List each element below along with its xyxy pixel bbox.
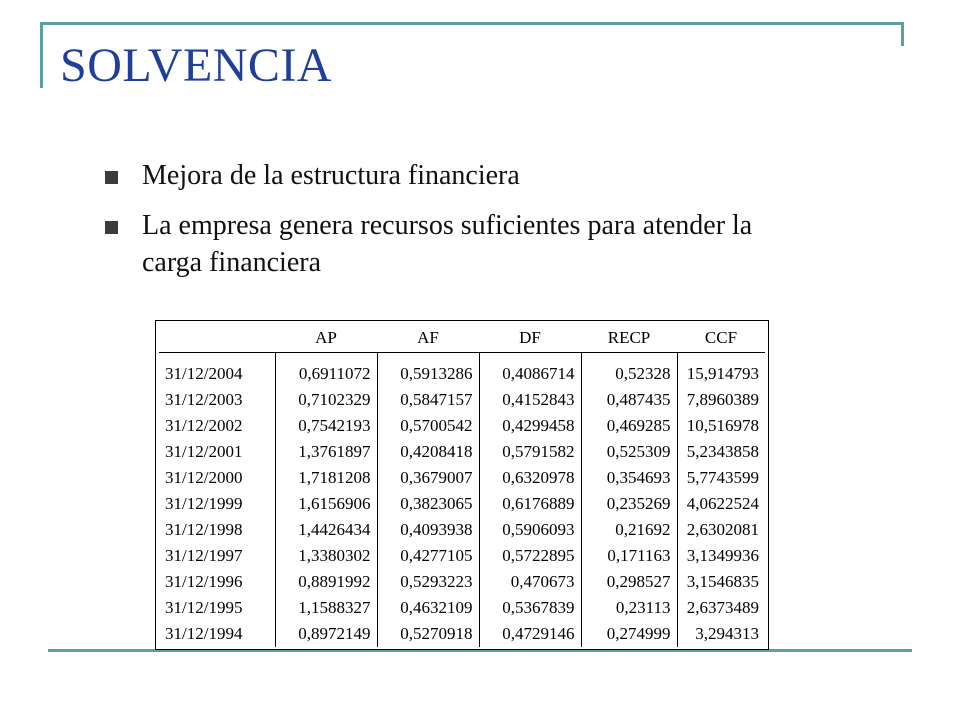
value-cell: 0,3679007 bbox=[377, 465, 479, 491]
value-cell: 0,5913286 bbox=[377, 353, 479, 388]
value-cell: 4,0622524 bbox=[677, 491, 765, 517]
value-cell: 0,5791582 bbox=[479, 439, 581, 465]
date-cell: 31/12/1996 bbox=[165, 572, 243, 591]
table-row bbox=[159, 465, 765, 491]
value-cell: 0,469285 bbox=[581, 413, 677, 439]
value-cell: 5,2343858 bbox=[677, 439, 765, 465]
table-row bbox=[159, 543, 765, 569]
value-cell: 0,5722895 bbox=[479, 543, 581, 569]
table-row bbox=[159, 491, 765, 517]
value-cell: 0,4729146 bbox=[479, 621, 581, 647]
value-cell: 0,4208418 bbox=[377, 439, 479, 465]
value-cell: 1,1588327 bbox=[275, 595, 377, 621]
value-cell: 0,52328 bbox=[581, 353, 677, 388]
table-row bbox=[159, 595, 765, 621]
value-cell: 1,6156906 bbox=[275, 491, 377, 517]
value-cell: 0,171163 bbox=[581, 543, 677, 569]
value-cell: 1,3380302 bbox=[275, 543, 377, 569]
date-cell: 31/12/1999 bbox=[165, 494, 243, 513]
value-cell: 0,4632109 bbox=[377, 595, 479, 621]
value-cell: 2,6373489 bbox=[677, 595, 765, 621]
bullet-text: La empresa genera recursos suficientes para atender la carga financiera bbox=[142, 210, 753, 278]
value-cell: 7,8960389 bbox=[677, 387, 765, 413]
value-cell: 15,914793 bbox=[677, 353, 765, 388]
value-cell: 0,4299458 bbox=[479, 413, 581, 439]
value-cell: 0,470673 bbox=[479, 569, 581, 595]
ratio-table-frame bbox=[155, 320, 769, 650]
table-row bbox=[159, 413, 765, 439]
date-cell: 31/12/1994 bbox=[165, 624, 243, 643]
value-cell: 0,6320978 bbox=[479, 465, 581, 491]
value-cell: 0,298527 bbox=[581, 569, 677, 595]
value-cell: 0,274999 bbox=[581, 621, 677, 647]
date-cell: 31/12/2001 bbox=[165, 442, 243, 461]
bullet-square-icon bbox=[105, 171, 118, 184]
value-cell: 1,3761897 bbox=[275, 439, 377, 465]
value-cell: 0,6176889 bbox=[479, 491, 581, 517]
date-cell: 31/12/2000 bbox=[165, 468, 243, 487]
table-row bbox=[159, 439, 765, 465]
value-cell: 1,7181208 bbox=[275, 465, 377, 491]
date-cell: 31/12/1997 bbox=[165, 546, 243, 565]
value-cell: 3,1349936 bbox=[677, 543, 765, 569]
value-cell: 0,5293223 bbox=[377, 569, 479, 595]
value-cell: 2,6302081 bbox=[677, 517, 765, 543]
header-cell bbox=[159, 324, 275, 353]
value-cell: 0,5367839 bbox=[479, 595, 581, 621]
value-cell: 0,7102329 bbox=[275, 387, 377, 413]
header-cell: CCF bbox=[677, 324, 765, 353]
value-cell: 0,487435 bbox=[581, 387, 677, 413]
ratio-table bbox=[159, 324, 765, 647]
date-cell: 31/12/1998 bbox=[165, 520, 243, 539]
value-cell: 1,4426434 bbox=[275, 517, 377, 543]
header-cell: DF bbox=[479, 324, 581, 353]
table-header-row bbox=[159, 324, 765, 353]
value-cell: 0,4093938 bbox=[377, 517, 479, 543]
bullet-list bbox=[105, 157, 805, 294]
value-cell: 0,8891992 bbox=[275, 569, 377, 595]
header-cell: AF bbox=[377, 324, 479, 353]
header-cell: RECP bbox=[581, 324, 677, 353]
bullet-square-icon bbox=[105, 221, 118, 234]
bullet-item bbox=[105, 207, 805, 281]
value-cell: 0,235269 bbox=[581, 491, 677, 517]
date-cell: 31/12/2002 bbox=[165, 416, 243, 435]
value-cell: 0,5270918 bbox=[377, 621, 479, 647]
table-row bbox=[159, 517, 765, 543]
value-cell: 0,354693 bbox=[581, 465, 677, 491]
value-cell: 0,21692 bbox=[581, 517, 677, 543]
decorative-right-line bbox=[901, 22, 904, 46]
table-row bbox=[159, 387, 765, 413]
value-cell: 10,516978 bbox=[677, 413, 765, 439]
value-cell: 0,3823065 bbox=[377, 491, 479, 517]
table-row bbox=[159, 353, 765, 388]
date-cell: 31/12/2003 bbox=[165, 390, 243, 409]
decorative-top-line bbox=[40, 22, 904, 25]
value-cell: 0,23113 bbox=[581, 595, 677, 621]
bullet-text: Mejora de la estructura financiera bbox=[142, 160, 520, 191]
value-cell: 0,5906093 bbox=[479, 517, 581, 543]
value-cell: 0,525309 bbox=[581, 439, 677, 465]
value-cell: 0,4277105 bbox=[377, 543, 479, 569]
bullet-item bbox=[105, 157, 805, 194]
value-cell: 0,4086714 bbox=[479, 353, 581, 388]
value-cell: 0,8972149 bbox=[275, 621, 377, 647]
table-row bbox=[159, 621, 765, 647]
slide-title: SOLVENCIA bbox=[60, 39, 333, 92]
header-cell: AP bbox=[275, 324, 377, 353]
value-cell: 0,7542193 bbox=[275, 413, 377, 439]
table-row bbox=[159, 569, 765, 595]
value-cell: 3,1546835 bbox=[677, 569, 765, 595]
value-cell: 0,5700542 bbox=[377, 413, 479, 439]
date-cell: 31/12/2004 bbox=[165, 364, 243, 383]
value-cell: 0,4152843 bbox=[479, 387, 581, 413]
value-cell: 5,7743599 bbox=[677, 465, 765, 491]
value-cell: 3,294313 bbox=[677, 621, 765, 647]
value-cell: 0,6911072 bbox=[275, 353, 377, 388]
decorative-left-line bbox=[40, 22, 43, 88]
date-cell: 31/12/1995 bbox=[165, 598, 243, 617]
value-cell: 0,5847157 bbox=[377, 387, 479, 413]
